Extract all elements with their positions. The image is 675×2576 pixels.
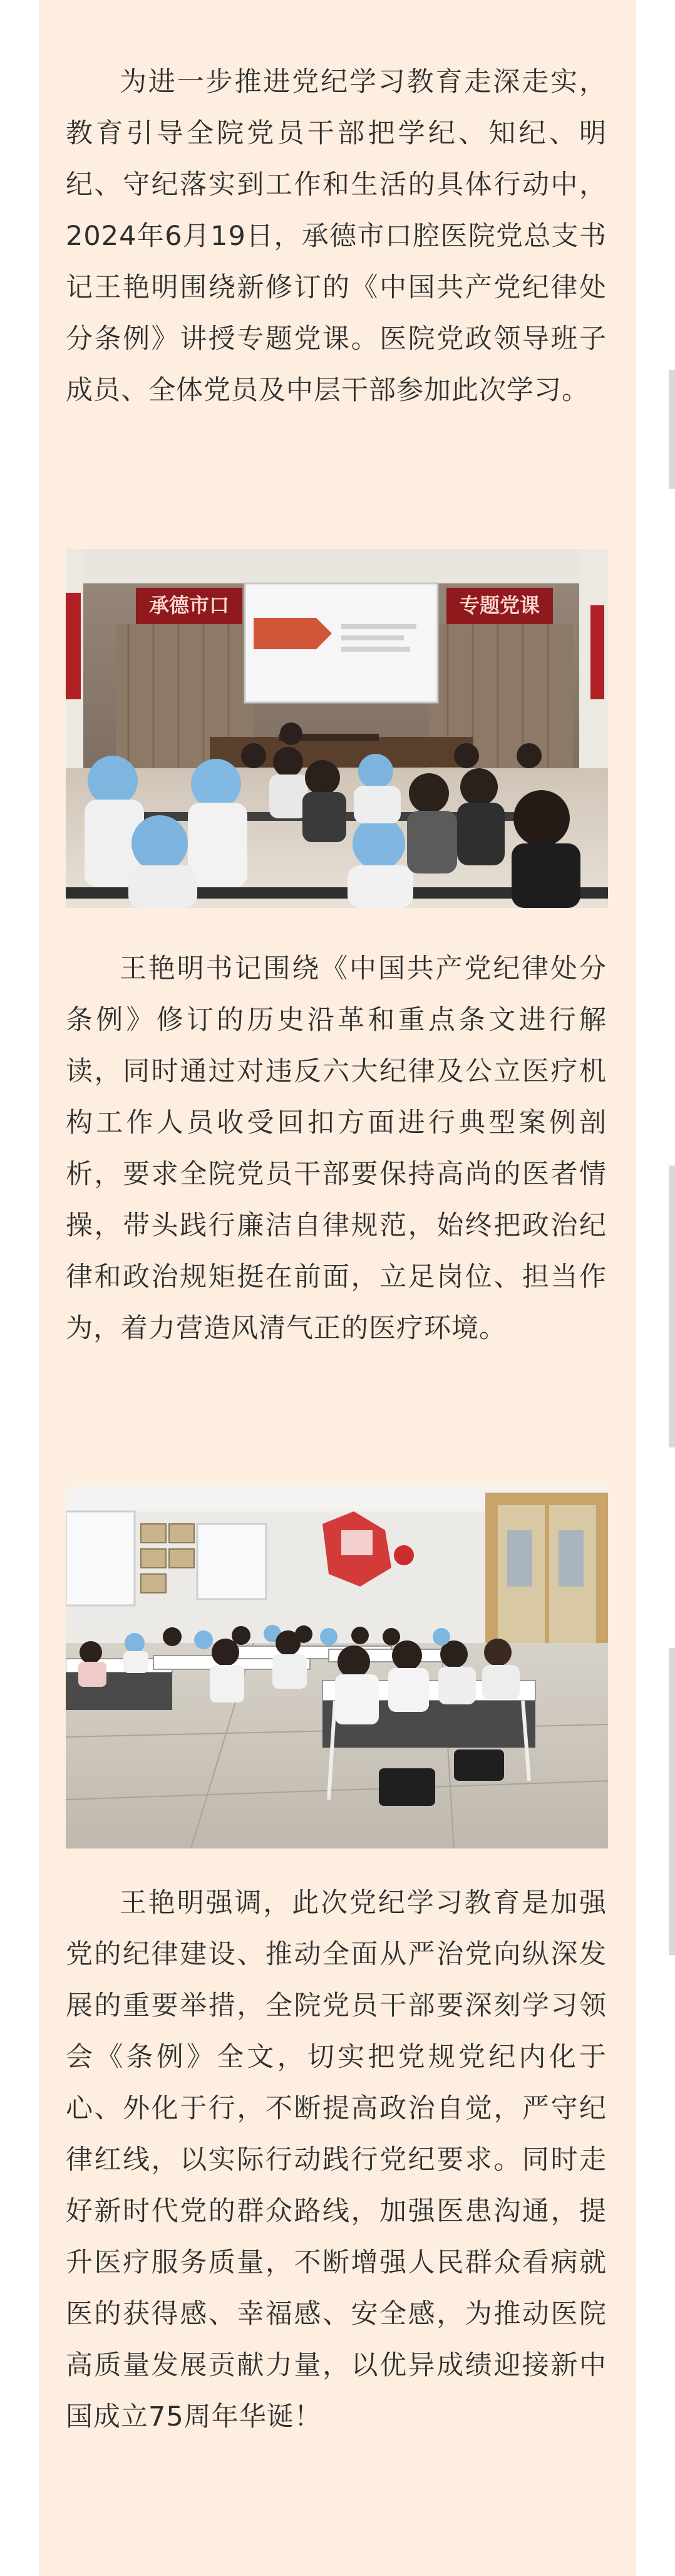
lecture-photo-front [66, 549, 608, 908]
edge-mark [669, 1648, 675, 1955]
banner-right-text: 专题党课 [459, 593, 540, 617]
edge-mark [669, 370, 675, 489]
paragraph-3: 王艳明强调，此次党纪学习教育是加强党的纪律建设、推动全面从严治党向纵深发展的重要举措，全院党员干部要深刻学习领会《条例》全文，切实把党规党纪内化于心、外化于行，不断提高政治自觉，严守纪律红线，以实际行动践行党纪要求。同时走好新时代党的群众路线，加强医患沟通，提升医疗服务质量，不断增强人民群众看病就医的获得感、幸福感、安全感，为推动医院高质量发展贡献力量，以优异成绩迎接新中国成立75周年华诞！ [66, 1887, 607, 2433]
paragraph-2: 王艳明书记围绕《中国共产党纪律处分条例》修订的历史沿革和重点条文进行解读，同时通过对违反六大纪律及公立医疗机构工作人员收受回扣方面进行典型案例剖析，要求全院党员干部要保持高尚的医者情操，带头践行廉洁自律规范，始终把政治纪律和政治规矩挺在前面，立足岗位、担当作为，着力营造风清气正的医疗环境。 [66, 953, 607, 1344]
lecture-photo-side [66, 1486, 608, 1849]
edge-mark [669, 1165, 675, 1447]
banner-left-text: 承德市口 [148, 593, 230, 617]
paragraph-1: 为进一步推进党纪学习教育走深走实，教育引导全院党员干部把学纪、知纪、明纪、守纪落实到工作和生活的具体行动中，2024年6月19日，承德市口腔医院党总支书记王艳明围绕新修订的《中国共产党纪律处分条例》讲授专题党课。医院党政领导班子成员、全体党员及中层干部参加此次学习。 [66, 66, 607, 406]
